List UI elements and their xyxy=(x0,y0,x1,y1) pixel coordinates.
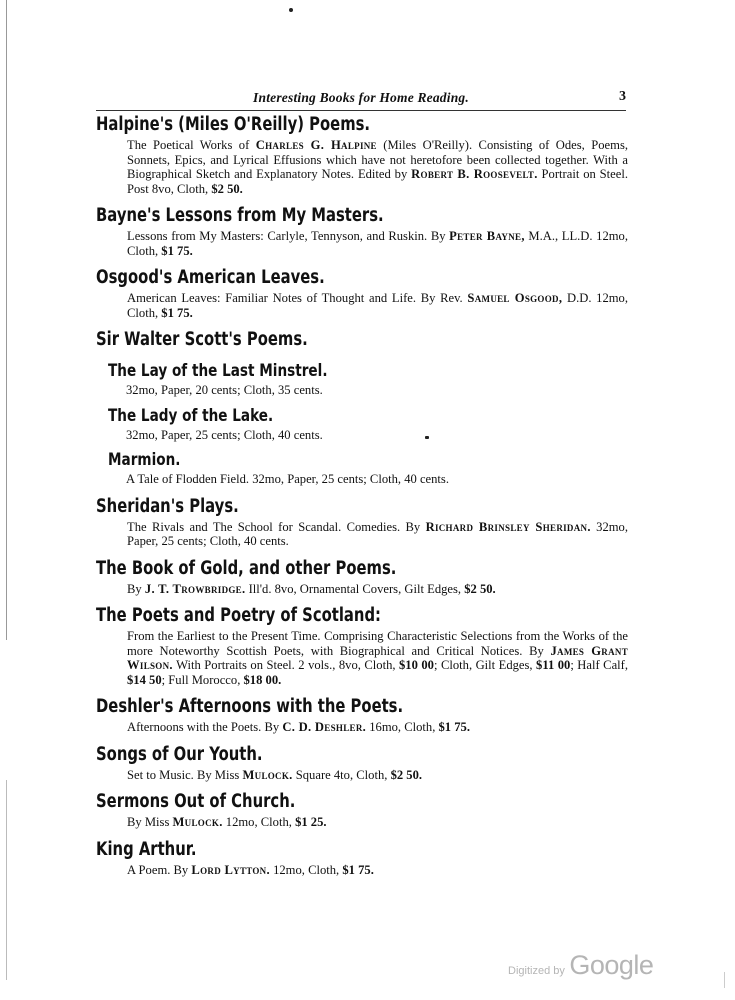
book-description xyxy=(96,720,628,735)
book-subtitle: The Lay of the Last Minstrel. xyxy=(108,361,328,381)
price: $11 00 xyxy=(536,658,571,672)
description-text: D.D. 12mo, Cloth, xyxy=(127,291,629,320)
book-title: Sheridan's Plays. xyxy=(96,495,239,517)
price: $2 50. xyxy=(390,767,423,782)
description-text: Lessons from My Masters: Carlyle, Tennyson, and Ruskin. By xyxy=(127,229,450,243)
description-text: The Poetical Works of xyxy=(127,138,256,152)
book-title: King Arthur. xyxy=(96,838,197,860)
book-entry xyxy=(96,494,628,549)
book-subtitle: The Lady of the Lake. xyxy=(108,405,274,426)
book-entry xyxy=(96,327,628,353)
description-text: Square 4to, Cloth, xyxy=(292,767,391,782)
running-header-title: Interesting Books for Home Reading. xyxy=(253,90,469,105)
book-description xyxy=(96,229,628,258)
book-title: Sir Walter Scott's Poems. xyxy=(96,329,308,350)
book-entry xyxy=(96,694,628,735)
description-text: (Miles O'Reilly). Consisting of Odes, Poems, Sonnets, Epics, and Lyrical Effusions which have not heretofore been collected together. With a Biographical Sketch and Explanatory Notes. Edited by xyxy=(127,138,628,181)
description-text: By xyxy=(127,581,145,596)
description-text: 32mo, Paper, 25 cents; Cloth, 40 cents. xyxy=(126,427,323,442)
book-description xyxy=(96,138,628,196)
book-description xyxy=(96,815,628,830)
page-number: 3 xyxy=(619,89,626,104)
author-name: Lord Lytton. xyxy=(191,862,270,877)
author-name: J. T. Trowbridge. xyxy=(144,581,246,596)
description-text: ; Half Calf, xyxy=(570,658,628,672)
description-text: M.A., LL.D. 12mo, Cloth, xyxy=(127,229,629,258)
digitized-by-google-watermark xyxy=(508,950,653,981)
price: $1 75. xyxy=(438,720,470,734)
description-text: 12mo, Cloth, xyxy=(269,862,343,877)
author-name: Samuel Osgood, xyxy=(467,291,563,305)
author-name: James Grant Wilson. xyxy=(127,643,629,672)
author-name: Peter Bayne, xyxy=(449,229,525,243)
book-description xyxy=(96,520,628,549)
book-entry xyxy=(96,556,628,597)
book-entry xyxy=(96,449,628,487)
description-text: A Tale of Flodden Field. 32mo, Paper, 25 cents; Cloth, 40 cents. xyxy=(126,472,449,486)
book-entry xyxy=(96,265,628,320)
description-text: From the Earliest to the Present Time. Comprising Characteristic Selections from the Works of the more Noteworthy Scottish Poets, with Biographical and Critical Notices. By xyxy=(127,629,628,658)
author-name: Mulock. xyxy=(172,815,223,829)
book-description xyxy=(96,582,628,597)
book-description xyxy=(96,629,628,687)
ink-dot xyxy=(289,8,293,12)
description-text: Ill'd. 8vo, Ornamental Covers, Gilt Edges, xyxy=(245,581,465,596)
book-title: The Poets and Poetry of Scotland: xyxy=(96,605,381,626)
book-entry xyxy=(96,405,628,443)
price: $1 25. xyxy=(295,815,327,829)
description-text: A Poem. By xyxy=(127,862,192,877)
description-text: The Rivals and The School for Scandal. Comedies. By xyxy=(127,519,426,534)
description-text: With Portraits on Steel. 2 vols., 8vo, Cloth, xyxy=(172,658,399,672)
price: $10 00 xyxy=(399,658,434,672)
description-text: Set to Music. By Miss xyxy=(127,767,243,782)
book-description xyxy=(96,863,628,878)
book-entry xyxy=(96,789,628,830)
description-text: By Miss xyxy=(127,815,173,829)
description-text: ; Full Morocco, xyxy=(161,672,244,687)
book-entry xyxy=(96,603,628,687)
book-title: Sermons Out of Church. xyxy=(96,791,296,812)
price: $1 75. xyxy=(161,305,193,320)
google-logo: Google xyxy=(569,950,654,980)
book-entry xyxy=(96,360,628,398)
book-list xyxy=(96,112,628,884)
author-name: Robert B. Roosevelt. xyxy=(411,167,538,181)
book-title: Osgood's American Leaves. xyxy=(96,267,325,288)
description-text: Portrait on Steel. Post 8vo, Cloth, xyxy=(127,167,628,196)
watermark-prefix: Digitized by xyxy=(508,965,565,977)
book-title: Deshler's Afternoons with the Poets. xyxy=(96,696,404,717)
author-name: Richard Brinsley Sheridan. xyxy=(425,519,591,534)
running-header xyxy=(96,88,626,111)
description-text: 16mo, Cloth, xyxy=(366,720,439,734)
corner-mark xyxy=(724,972,725,988)
book-title: The Book of Gold, and other Poems. xyxy=(96,557,397,579)
description-text: 32mo, Paper, 20 cents; Cloth, 35 cents. xyxy=(126,383,323,397)
author-name: C. D. Deshler. xyxy=(282,720,367,734)
book-description xyxy=(96,472,628,487)
author-name: Charles G. Halpine xyxy=(255,138,377,152)
description-text: ; Cloth, Gilt Edges, xyxy=(433,658,537,672)
book-title: Halpine's (Miles O'Reilly) Poems. xyxy=(96,114,371,135)
author-name: Mulock. xyxy=(242,767,293,782)
price: $1 75. xyxy=(161,243,193,258)
description-text: Afternoons with the Poets. By xyxy=(127,720,283,734)
book-title: Songs of Our Youth. xyxy=(96,743,263,765)
book-entry xyxy=(96,203,628,258)
book-title: Bayne's Lessons from My Masters. xyxy=(96,205,384,226)
book-description xyxy=(96,428,628,443)
page-edge-line-lower xyxy=(6,780,7,980)
price: $1 75. xyxy=(342,862,374,877)
description-text: American Leaves: Familiar Notes of Thought and Life. By Rev. xyxy=(127,291,468,305)
book-entry xyxy=(96,112,628,196)
book-description xyxy=(96,291,628,320)
book-description xyxy=(96,768,628,783)
description-text: 32mo, Paper, 25 cents; Cloth, 40 cents. xyxy=(127,519,628,548)
book-description xyxy=(96,383,628,398)
book-subtitle: Marmion. xyxy=(108,450,181,470)
book-entry xyxy=(96,742,628,783)
price: $2 50. xyxy=(464,581,496,596)
page-edge-line xyxy=(6,0,7,640)
price: $18 00. xyxy=(243,672,282,687)
price: $14 50 xyxy=(127,672,162,687)
description-text: 12mo, Cloth, xyxy=(222,815,296,829)
book-entry xyxy=(96,837,628,878)
price: $2 50. xyxy=(211,181,243,196)
